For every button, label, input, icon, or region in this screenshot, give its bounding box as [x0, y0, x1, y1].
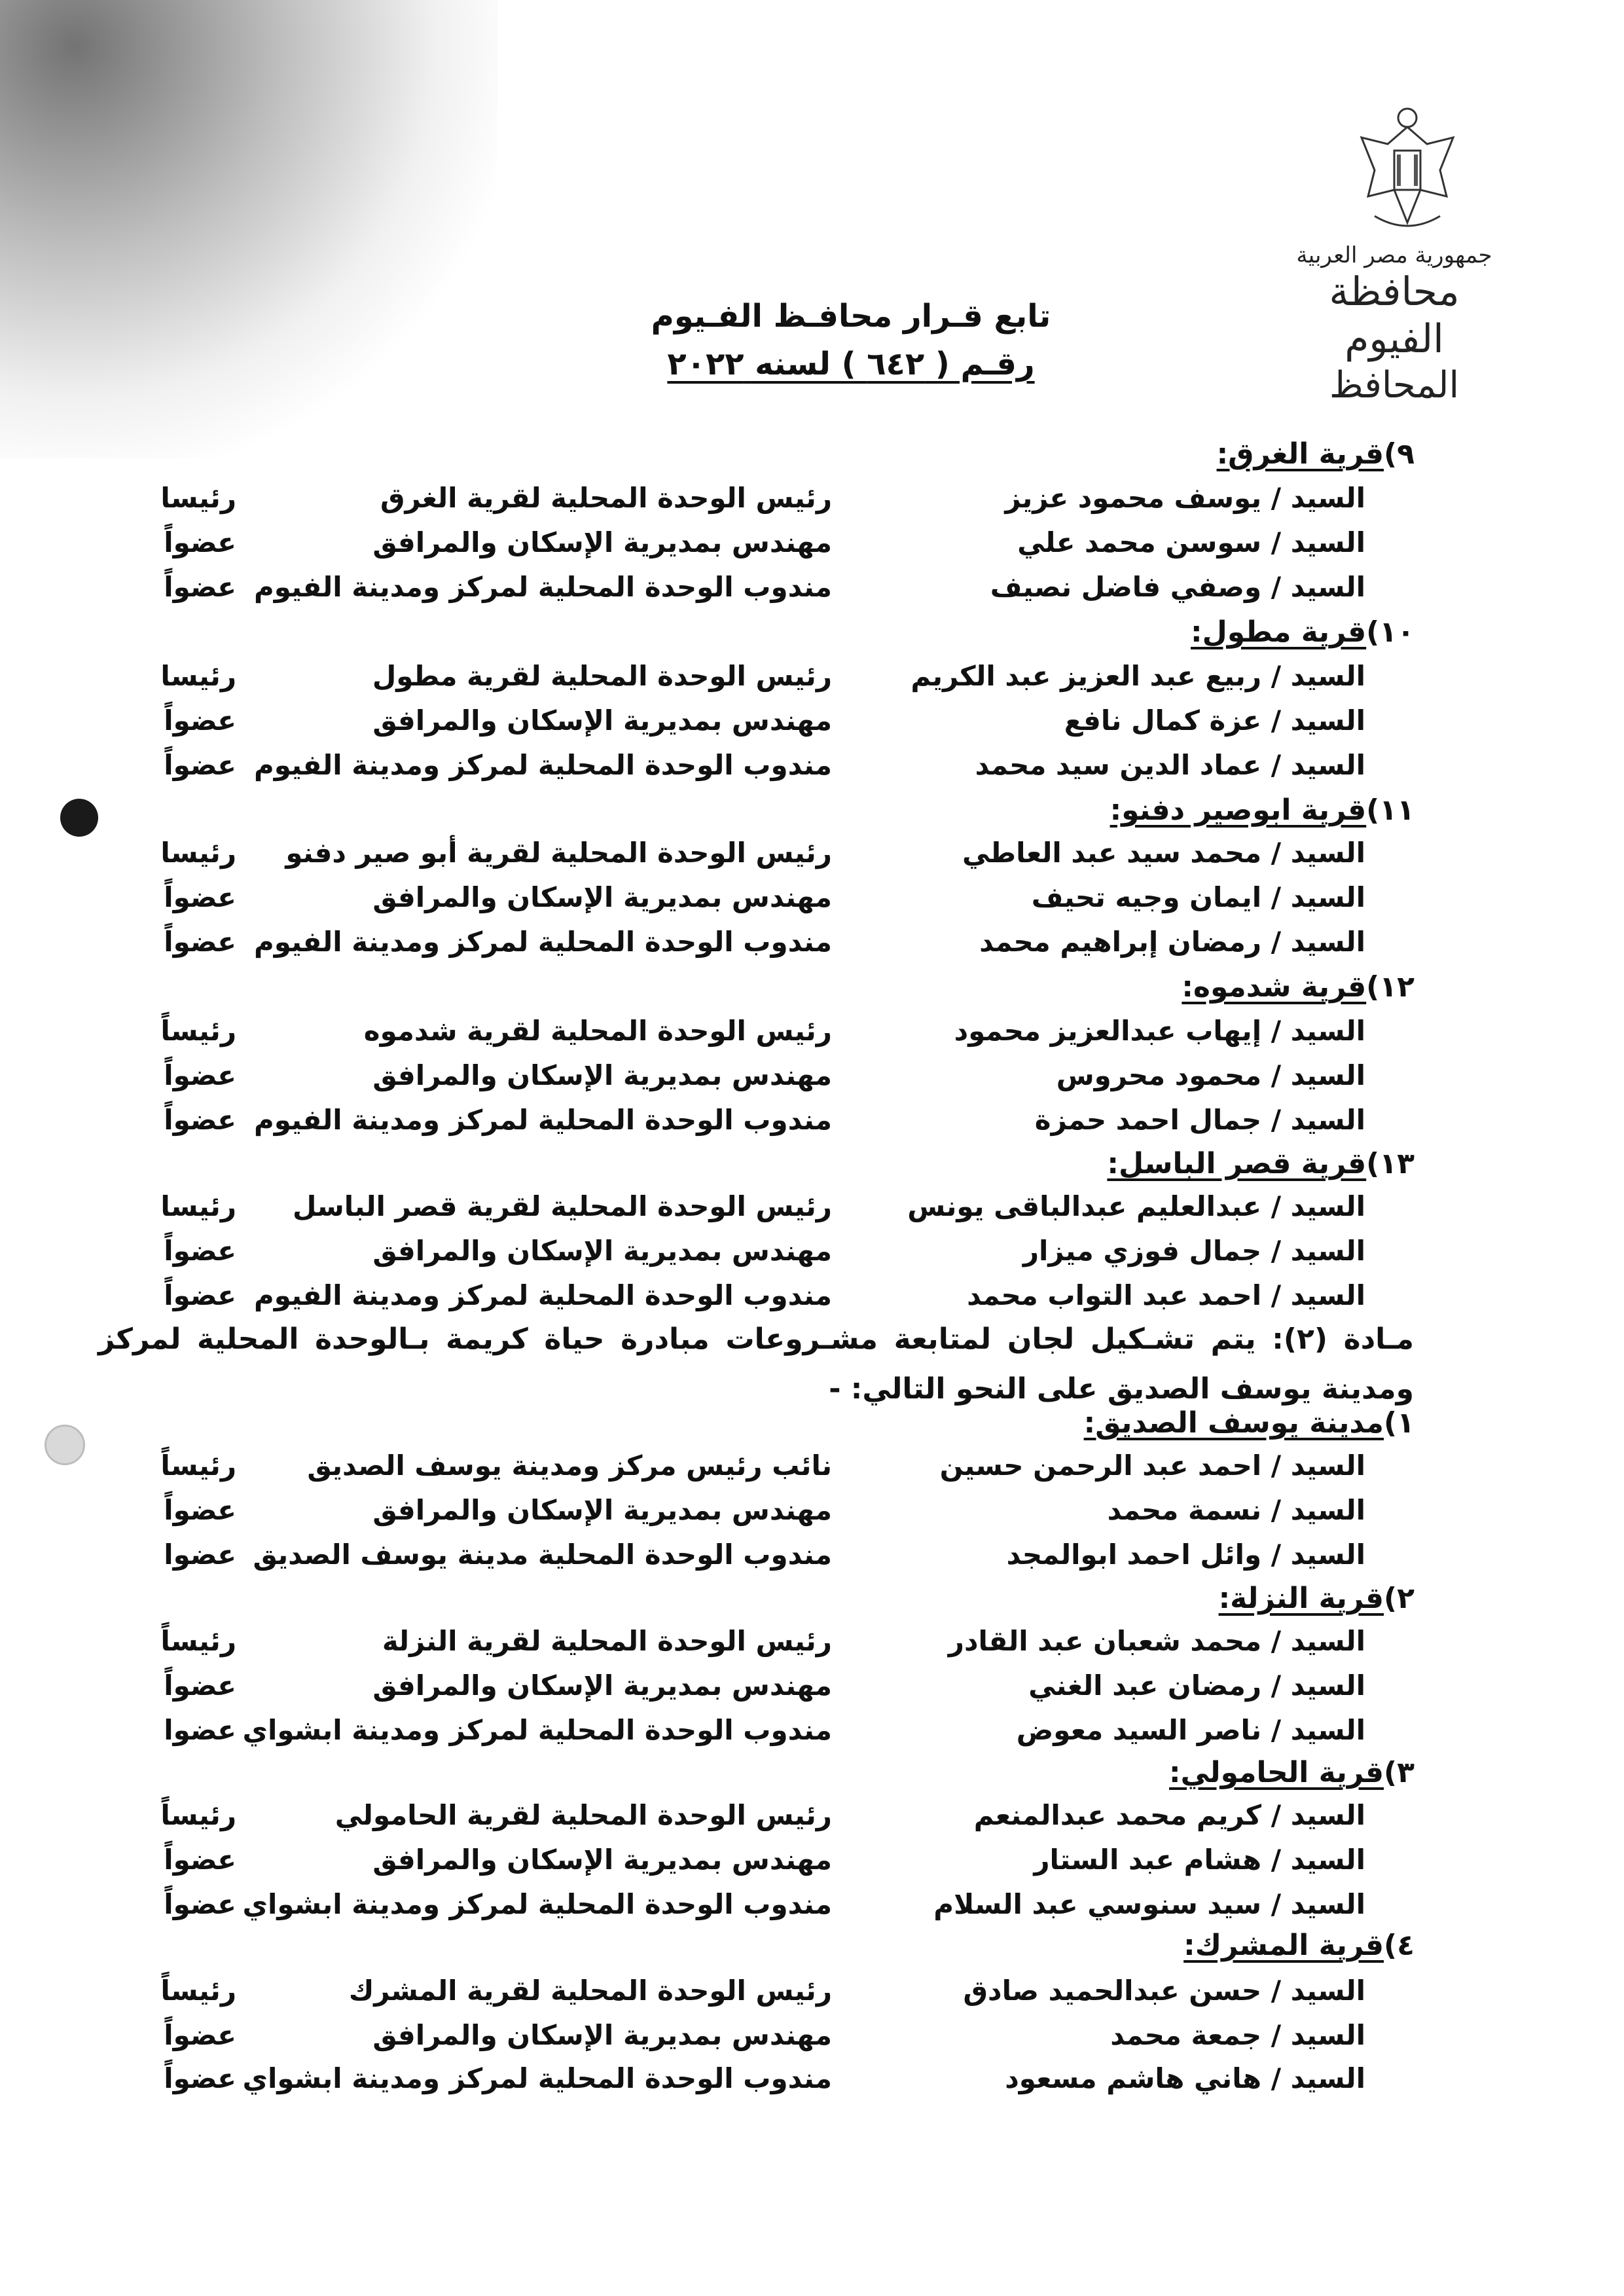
- member-name: السيد / احمد عبد التواب محمد: [967, 1279, 1365, 1311]
- member-row: [0, 1279, 1624, 1319]
- section-heading: [1110, 793, 1415, 827]
- member-row: [0, 1669, 1624, 1709]
- member-row: [0, 926, 1624, 965]
- member-row: [0, 660, 1624, 699]
- member-role: عضوا: [164, 1714, 236, 1746]
- member-row: [0, 526, 1624, 566]
- eagle-emblem-icon: [1348, 98, 1466, 242]
- member-row: [0, 1888, 1624, 1927]
- section-heading: [1191, 615, 1415, 649]
- heading-text: قرية قصر الباسل:: [1107, 1147, 1367, 1180]
- member-position: مهندس بمديرية الإسكان والمرافق: [372, 704, 832, 737]
- member-row: [0, 1059, 1624, 1099]
- member-position: رئيس الوحدة المحلية لقرية الغرق: [380, 482, 832, 514]
- member-row: [0, 1975, 1624, 2014]
- letterhead-governor: المحافظ: [1329, 364, 1460, 407]
- member-row: [0, 1625, 1624, 1664]
- member-name: السيد / رمضان عبد الغني: [1028, 1669, 1365, 1702]
- member-position: مهندس بمديرية الإسكان والمرافق: [372, 881, 832, 913]
- decree-title: تابع قـرار محافـظ الفـيوم: [651, 298, 1051, 335]
- section-heading: [1084, 1406, 1415, 1440]
- member-name: السيد / وائل احمد ابوالمجد: [1006, 1539, 1365, 1571]
- member-position: مندوب الوحدة المحلية لمركز ومدينة الفيوم: [253, 749, 832, 781]
- punch-hole: [60, 799, 98, 837]
- member-position: مندوب الوحدة المحلية لمركز ومدينة ابشواي: [242, 2062, 832, 2094]
- member-row: [0, 749, 1624, 788]
- member-name: السيد / عماد الدين سيد محمد: [975, 749, 1365, 781]
- article-2-text: مـادة (٢): يتم تشـكيل لجان لمتابعة مشـروعات مبادرة حياة كريمة بـالوحدة المحلية لمركز ومدينة يوسف الصديق على النحو التالي: -: [98, 1322, 1414, 1406]
- member-role: عضواً: [164, 2062, 236, 2094]
- member-position: نائب رئيس مركز ومدينة يوسف الصديق: [307, 1449, 832, 1482]
- member-position: مهندس بمديرية الإسكان والمرافق: [372, 1059, 832, 1091]
- letterhead-country: جمهورية مصر العربية: [1296, 242, 1492, 268]
- member-role: عضواً: [164, 1279, 236, 1311]
- heading-number: ١٢): [1366, 970, 1415, 1004]
- member-role: عضواً: [164, 1888, 236, 1920]
- member-row: [0, 1104, 1624, 1143]
- member-role: رئيساً: [160, 1625, 236, 1657]
- member-row: [0, 2019, 1624, 2058]
- member-position: مهندس بمديرية الإسكان والمرافق: [372, 1844, 832, 1876]
- member-role: رئيساً: [160, 1799, 236, 1831]
- heading-number: ١١): [1366, 793, 1415, 827]
- member-name: السيد / كريم محمد عبدالمنعم: [973, 1799, 1365, 1831]
- member-position: مهندس بمديرية الإسكان والمرافق: [372, 1235, 832, 1267]
- member-role: عضواً: [164, 1844, 236, 1876]
- member-row: [0, 1235, 1624, 1274]
- member-position: مندوب الوحدة المحلية لمركز ومدينة الفيوم: [253, 571, 832, 603]
- member-position: رئيس الوحدة المحلية لقرية شدموه: [363, 1015, 832, 1047]
- member-role: رئيساً: [160, 1975, 236, 2007]
- member-name: السيد / محمد شعبان عبد القادر: [948, 1625, 1365, 1657]
- member-role: عضواً: [164, 704, 236, 737]
- letterhead-governorate: محافظة الفيوم: [1329, 269, 1460, 362]
- member-name: السيد / رمضان إبراهيم محمد: [979, 926, 1365, 958]
- member-row: [0, 1190, 1624, 1230]
- member-position: رئيس الوحدة المحلية لقرية النزلة: [382, 1625, 832, 1657]
- member-role: عضواً: [164, 881, 236, 913]
- member-role: عضواً: [164, 571, 236, 603]
- member-row: [0, 1539, 1624, 1578]
- member-role: رئيساً: [160, 1449, 236, 1482]
- member-position: رئيس الوحدة المحلية لقرية المشرك: [348, 1975, 832, 2007]
- section-heading: [1219, 1582, 1415, 1615]
- member-name: السيد / ايمان وجيه تحيف: [1031, 881, 1365, 913]
- member-role: عضواً: [164, 749, 236, 781]
- section-heading: [1217, 437, 1415, 471]
- member-name: السيد / نسمة محمد: [1107, 1494, 1365, 1526]
- heading-number: ١): [1384, 1406, 1415, 1440]
- member-position: مندوب الوحدة المحلية لمركز ومدينة الفيوم: [253, 1104, 832, 1136]
- member-role: رئيسا: [160, 837, 236, 869]
- member-row: [0, 837, 1624, 876]
- member-name: السيد / عبدالعليم عبدالباقى يونس: [907, 1190, 1365, 1222]
- member-name: السيد / جمال احمد حمزة: [1034, 1104, 1365, 1136]
- heading-number: ٣): [1384, 1756, 1415, 1789]
- heading-text: قرية شدموه:: [1182, 970, 1367, 1004]
- heading-number: ١٠): [1366, 615, 1415, 649]
- member-role: رئيسا: [160, 660, 236, 692]
- member-role: عضواً: [164, 1235, 236, 1267]
- section-heading: [1182, 970, 1415, 1004]
- member-row: [0, 571, 1624, 610]
- heading-text: قرية ابوصير دفنو:: [1110, 793, 1367, 827]
- member-role: عضواً: [164, 1669, 236, 1702]
- member-position: مهندس بمديرية الإسكان والمرافق: [372, 2019, 832, 2051]
- section-heading: [1107, 1147, 1415, 1180]
- heading-text: قرية الحامولي:: [1169, 1756, 1384, 1789]
- member-name: السيد / ربيع عبد العزيز عبد الكريم: [911, 660, 1365, 692]
- member-name: السيد / سوسن محمد علي: [1017, 526, 1365, 558]
- letterhead: [1296, 242, 1492, 409]
- member-name: السيد / جمال فوزي ميزار: [1022, 1235, 1365, 1267]
- heading-text: مدينة يوسف الصديق:: [1083, 1406, 1384, 1440]
- member-name: السيد / حسن عبدالحميد صادق: [963, 1975, 1365, 2007]
- member-role: عضواً: [164, 526, 236, 558]
- member-row: [0, 1799, 1624, 1838]
- member-position: مندوب الوحدة المحلية لمركز ومدينة الفيوم: [253, 926, 832, 958]
- member-position: رئيس الوحدة المحلية لقرية قصر الباسل: [292, 1190, 832, 1222]
- member-position: مهندس بمديرية الإسكان والمرافق: [372, 1494, 832, 1526]
- member-position: رئيس الوحدة المحلية لقرية مطول: [372, 660, 832, 692]
- member-position: مندوب الوحدة المحلية مدينة يوسف الصديق: [253, 1539, 832, 1571]
- member-position: رئيس الوحدة المحلية لقرية أبو صير دفنو: [285, 837, 832, 869]
- member-row: [0, 704, 1624, 744]
- member-role: عضواً: [164, 1104, 236, 1136]
- member-name: السيد / عزة كمال نافع: [1064, 704, 1365, 737]
- section-heading: [1183, 1929, 1415, 1962]
- member-name: السيد / هاني هاشم مسعود: [1005, 2062, 1365, 2094]
- member-name: السيد / وصفي فاضل نصيف: [990, 571, 1365, 603]
- member-role: عضواً: [164, 2019, 236, 2051]
- member-row: [0, 1449, 1624, 1489]
- member-row: [0, 881, 1624, 920]
- member-position: مهندس بمديرية الإسكان والمرافق: [372, 1669, 832, 1702]
- member-position: رئيس الوحدة المحلية لقرية الحامولي: [334, 1799, 832, 1831]
- heading-text: قرية المشرك:: [1183, 1929, 1384, 1962]
- member-role: رئيسا: [160, 1190, 236, 1222]
- heading-text: قرية النزلة:: [1218, 1582, 1384, 1615]
- heading-number: ٢): [1384, 1582, 1415, 1615]
- member-role: عضواً: [164, 1494, 236, 1526]
- member-name: السيد / جمعة محمد: [1110, 2019, 1365, 2051]
- member-row: [0, 1844, 1624, 1883]
- member-position: مندوب الوحدة المحلية لمركز ومدينة ابشواي: [242, 1888, 832, 1920]
- member-name: السيد / ناصر السيد معوض: [1016, 1714, 1365, 1746]
- member-name: السيد / سيد سنوسي عبد السلام: [933, 1888, 1365, 1920]
- member-name: السيد / محمد سيد عبد العاطي: [962, 837, 1365, 869]
- member-row: [0, 2062, 1624, 2102]
- member-name: السيد / محمود محروس: [1056, 1059, 1365, 1091]
- member-row: [0, 1015, 1624, 1054]
- member-role: رئيسا: [160, 482, 236, 514]
- member-position: مندوب الوحدة المحلية لمركز ومدينة ابشواي: [242, 1714, 832, 1746]
- member-role: عضوا: [164, 1539, 236, 1571]
- scan-shadow: [0, 0, 497, 458]
- member-row: [0, 1714, 1624, 1753]
- member-position: مهندس بمديرية الإسكان والمرافق: [372, 526, 832, 558]
- member-name: السيد / إيهاب عبدالعزيز محمود: [954, 1015, 1365, 1047]
- member-row: [0, 1494, 1624, 1533]
- member-name: السيد / احمد عبد الرحمن حسين: [939, 1449, 1365, 1482]
- decree-number: رقـم ( ٦٤٢ ) لسنه ٢٠٢٢: [667, 346, 1035, 382]
- member-row: [0, 482, 1624, 521]
- heading-number: ١٣): [1366, 1147, 1415, 1180]
- heading-number: ٤): [1384, 1929, 1415, 1962]
- member-role: عضواً: [164, 926, 236, 958]
- heading-number: ٩): [1384, 437, 1415, 471]
- member-name: السيد / هشام عبد الستار: [1034, 1844, 1365, 1876]
- member-role: عضواً: [164, 1059, 236, 1091]
- heading-text: قرية مطول:: [1191, 615, 1367, 649]
- member-position: مندوب الوحدة المحلية لمركز ومدينة الفيوم: [253, 1279, 832, 1311]
- heading-text: قرية الغرق:: [1216, 437, 1384, 471]
- member-role: رئيساً: [160, 1015, 236, 1047]
- member-name: السيد / يوسف محمود عزيز: [1005, 482, 1365, 514]
- section-heading: [1169, 1756, 1415, 1789]
